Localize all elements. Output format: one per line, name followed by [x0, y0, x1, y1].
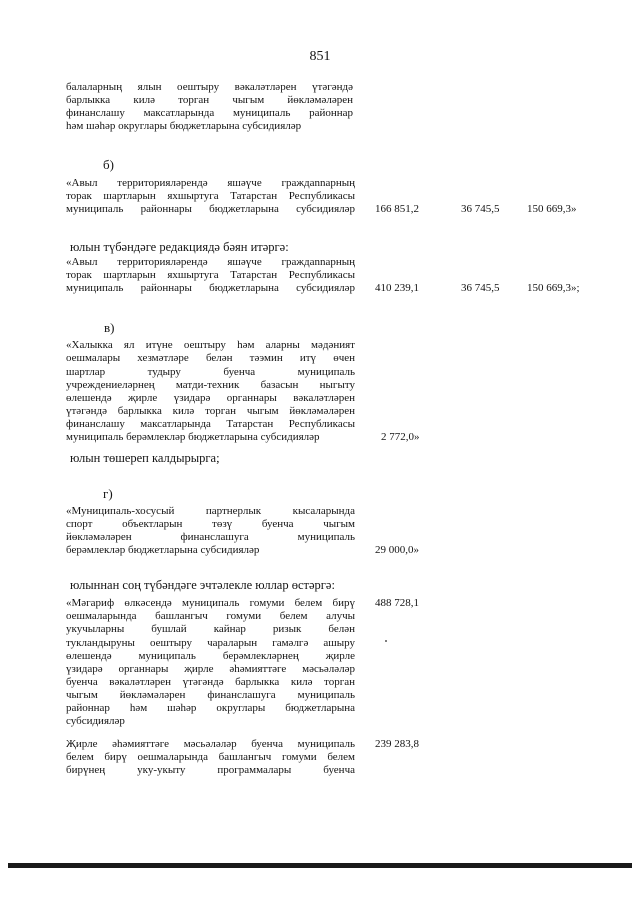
text-line: үзидарә органнары җирле әһәмияттәге мәсьәләләр — [66, 663, 355, 675]
text-line: «Авыл территорияләрендә яшәүче граждannарның — [66, 177, 355, 189]
section-g-instruction: юлыннан соң түбәндәге эчтәлекле юллар өстәргә: — [70, 578, 335, 592]
text-line: «Авыл территорияләрендә яшәүче граждannарның — [66, 256, 355, 268]
text-line: чыгым йөкләмәләрен финанслашуга муниципаль — [66, 689, 355, 701]
text-line: Җирле әһәмияттәге мәсьәләләр буенча муниципаль — [66, 738, 355, 750]
text-line: барлыкка килә торган чыгым йөкләмәләрен — [66, 94, 353, 106]
text-line: өлешендә муниципаль берәмлекләрнең җирле — [66, 650, 355, 662]
section-b-instruction: юлын түбәндәге редакциядә бәян итәргә: — [70, 240, 289, 254]
text-line: спорт объектларын төзү буенча чыгым — [66, 518, 355, 530]
value-col3: 150 669,3»; — [527, 282, 580, 294]
text-line: буенча вәкаләтләрен үтәгәндә барлыкка килә торган — [66, 676, 355, 688]
text-line: финанслашу максатларында Татарстан Республикасы — [66, 418, 355, 430]
text-line: оешмаларында башлангыч гомуми белем алучы — [66, 610, 355, 622]
value-col2: 36 745,5 — [461, 282, 500, 294]
value-col2: 36 745,5 — [461, 203, 500, 215]
text-line: муниципаль районнары бюджетларына субсидияләр — [66, 203, 355, 215]
text-line: шартлар тудыру буенча муниципаль — [66, 366, 355, 378]
text-line: муниципаль берәмлекләр бюджетларына субсидияләр — [66, 431, 320, 443]
value-total: 239 283,8 — [375, 738, 419, 750]
value-total: 29 000,0» — [375, 544, 419, 556]
section-v-instruction: юлын төшереп калдырырга; — [70, 451, 220, 465]
text-line: торак шартларын яхшыртуга Татарстан Республикасы — [66, 269, 355, 281]
text-line: финанслашу максатларында муниципаль районнар — [66, 107, 353, 119]
scan-speck — [385, 640, 387, 642]
text-line: торак шартларын яхшыртуга Татарстан Республикасы — [66, 190, 355, 202]
text-line: балаларның ялын оештыру вәкаләтләрен үтәгәндә — [66, 81, 353, 93]
text-line: белем бирү оешмаларында башлангыч гомуми белем — [66, 751, 355, 763]
section-v-marker: в) — [104, 320, 115, 335]
text-line: үтәгәндә барлыкка килә торган чыгым йөкләмәләрен — [66, 405, 355, 417]
value-total: 410 239,1 — [375, 282, 419, 294]
text-line: тукландыруны оештыру чараларын гамәлгә ашыру — [66, 637, 355, 649]
text-line: берәмлекләр бюджетларына субсидияләр — [66, 544, 260, 556]
value-col3: 150 669,3» — [527, 203, 577, 215]
text-line: йөкләмәләрен финанслашуга муниципаль — [66, 531, 355, 543]
text-line: «Халыкка ял итүне оештыру һәм аларны мәдәният — [66, 339, 355, 351]
section-b-marker: б) — [103, 157, 114, 172]
text-line: оешмалары хезмәтләре белән тәэмин итү өчен — [66, 352, 355, 364]
text-line: «Мәгариф өлкәсендә муниципаль гомуми белем бирү — [66, 597, 355, 609]
text-line: укучыларны бушлай кайнар ризык белән — [66, 623, 355, 635]
text-line: бирүнең уку-укыту программалары буенча — [66, 764, 355, 776]
text-line: учреждениеләрнең матди-техник базасын ныгыту — [66, 379, 355, 391]
text-line: муниципаль районнары бюджетларына субсидияләр — [66, 282, 355, 294]
text-line: «Муниципаль-хосусый партнерлык кысаларында — [66, 505, 355, 517]
value-total: 2 772,0» — [381, 431, 420, 443]
text-line: субсидияләр — [66, 715, 125, 727]
text-line: районнар һәм шәһәр округлары бюджетларына — [66, 702, 355, 714]
text-line: өлешендә җирле үзидарә органнары вәкаләтләрен — [66, 392, 355, 404]
section-g-marker: г) — [103, 486, 113, 501]
value-total: 166 851,2 — [375, 203, 419, 215]
scan-edge-bar — [8, 863, 632, 868]
value-total: 488 728,1 — [375, 597, 419, 609]
text-line: һәм шәһәр округлары бюджетларына субсидияләр — [66, 120, 302, 132]
page-number: 851 — [309, 49, 331, 64]
